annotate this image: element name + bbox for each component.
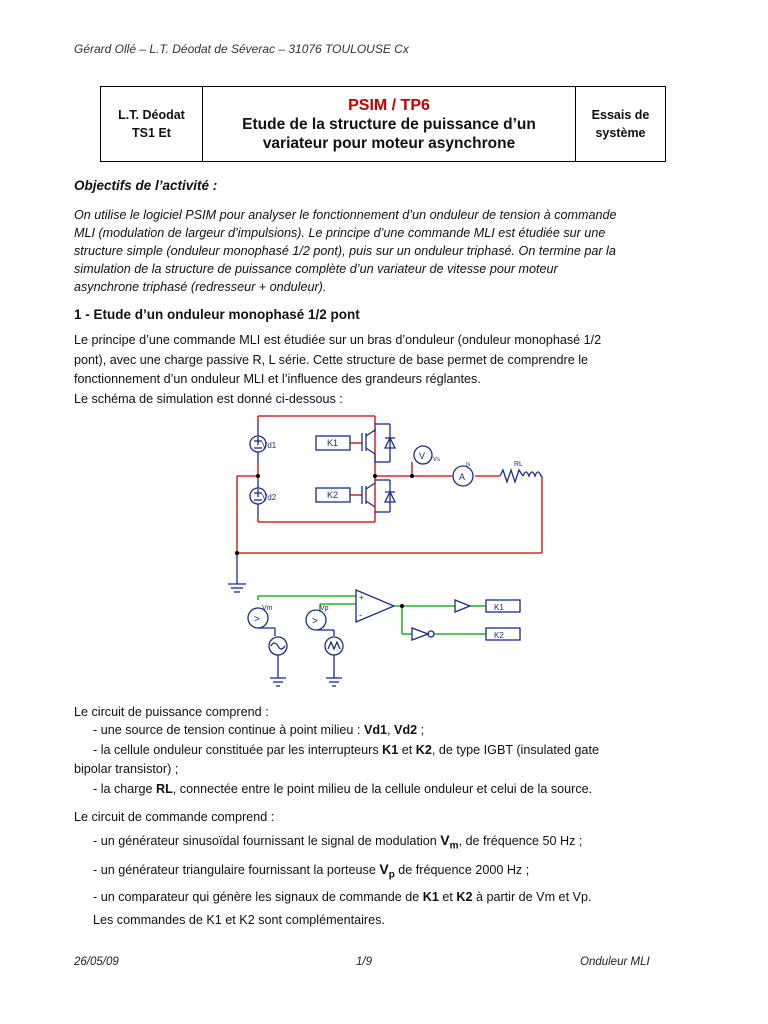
paragraph-line: Le principe d’une commande MLI est étudiée sur un bras d’onduleur (onduleur monophasé 1/2 <box>74 333 602 347</box>
list-item: - un générateur sinusoïdal fournissant le signal de modulation $V_m$, de fréquence 50 Hz ; <box>93 832 583 852</box>
category-line-2: système <box>595 126 646 140</box>
igbt-k1 <box>362 424 395 462</box>
paragraph-line: fonctionnement d’un onduleur MLI et l’influence des grandeurs réglantes. <box>74 372 481 386</box>
objectives-line: On utilise le logiciel PSIM pour analyser le fonctionnement d’un onduleur de tension à commande <box>74 208 617 222</box>
school-line-1: L.T. Déodat <box>118 108 185 122</box>
label-vd2: Vd2 <box>262 493 277 502</box>
paragraph-line: Le schéma de simulation est donné ci-dessous : <box>74 391 343 406</box>
footer-date: 26/05/09 <box>74 956 119 968</box>
label-k1: K1 <box>327 438 339 448</box>
rl-load <box>500 470 542 482</box>
tp-title: PSIM / TP6 <box>348 96 430 114</box>
list-item: bipolar transistor) ; <box>74 762 179 776</box>
title-line-1: Etude de la structure de puissance d’un <box>242 115 536 133</box>
footer-doc-title: Onduleur MLI <box>580 956 650 968</box>
footer-page-number: 1/9 <box>356 956 372 968</box>
label-vd1: Vd1 <box>262 441 277 450</box>
header-author-line: Gérard Ollé – L.T. Déodat de Séverac – 31076 TOULOUSE Cx <box>74 42 409 56</box>
label-vp-gt: > <box>312 616 318 627</box>
label-vm-gt: > <box>254 614 260 625</box>
objectives-line: asynchrone triphasé (redresseur + onduleur). <box>74 280 327 294</box>
control-circuit-intro: Le circuit de commande comprend : <box>74 810 275 824</box>
paragraph-line: pont), avec une charge passive R, L série. Cette structure de base permet de comprendre le <box>74 352 589 367</box>
list-item: - une source de tension continue à point milieu : Vd1, Vd2 ; <box>93 723 425 737</box>
objectives-line: structure simple (onduleur monophasé 1/2 pont), puis sur un onduleur triphasé. On termine par la <box>74 244 616 258</box>
label-vm: Vm <box>262 605 273 612</box>
power-nodes <box>235 474 414 555</box>
objectives-line: simulation de la structure de puissance complète d’un variateur de vitesse pour moteur <box>74 262 558 276</box>
control-nodes <box>400 604 404 608</box>
buffer-k1 <box>455 600 520 612</box>
control-circuit-list <box>74 829 694 932</box>
label-rl: RL <box>514 461 523 468</box>
label-k2: K2 <box>327 490 339 500</box>
list-item: Les commandes de K1 et K2 sont complémentaires. <box>93 913 385 928</box>
label-k1-out: K1 <box>494 603 504 612</box>
label-vs: Vs <box>433 457 441 463</box>
power-circuit-intro: Le circuit de puissance comprend : <box>74 705 269 719</box>
label-k2-out: K2 <box>494 631 504 640</box>
objectives-line: MLI (modulation de largeur d’impulsions). Le principe d’une commande MLI est étudiée sur une <box>74 226 606 240</box>
label-v: V <box>419 451 426 461</box>
label-minus: - <box>359 610 362 620</box>
list-item: - un comparateur qui génère les signaux de commande de K1 et K2 à partir de Vm et Vp. <box>93 890 592 905</box>
power-circuit-list <box>74 721 694 799</box>
ground-power <box>228 555 246 592</box>
label-is: is <box>466 462 471 468</box>
section-1-heading: 1 - Etude d’un onduleur monophasé 1/2 pont <box>74 307 360 322</box>
objectives-heading: Objectifs de l’activité : <box>74 178 218 193</box>
label-plus: + <box>359 593 364 602</box>
k2-gate-box <box>316 488 362 502</box>
list-item: - la cellule onduleur constituée par les interrupteurs K1 et K2, de type IGBT (insulated gate <box>93 742 599 757</box>
igbt-k2 <box>362 480 395 512</box>
label-vp: Vp <box>320 605 329 612</box>
label-a: A <box>459 472 466 482</box>
list-item: - la charge RL, connectée entre le point milieu de la cellule onduleur et celui de la source. <box>93 781 593 796</box>
school-line-2: TS1 Et <box>132 126 171 140</box>
title-line-2: variateur pour moteur asynchrone <box>262 134 516 152</box>
category-line-1: Essais de <box>591 108 650 122</box>
k1-gate-box <box>316 436 362 450</box>
list-item: - un générateur triangulaire fournissant la porteuse $V_p$ de fréquence 2000 Hz ; <box>93 860 530 881</box>
